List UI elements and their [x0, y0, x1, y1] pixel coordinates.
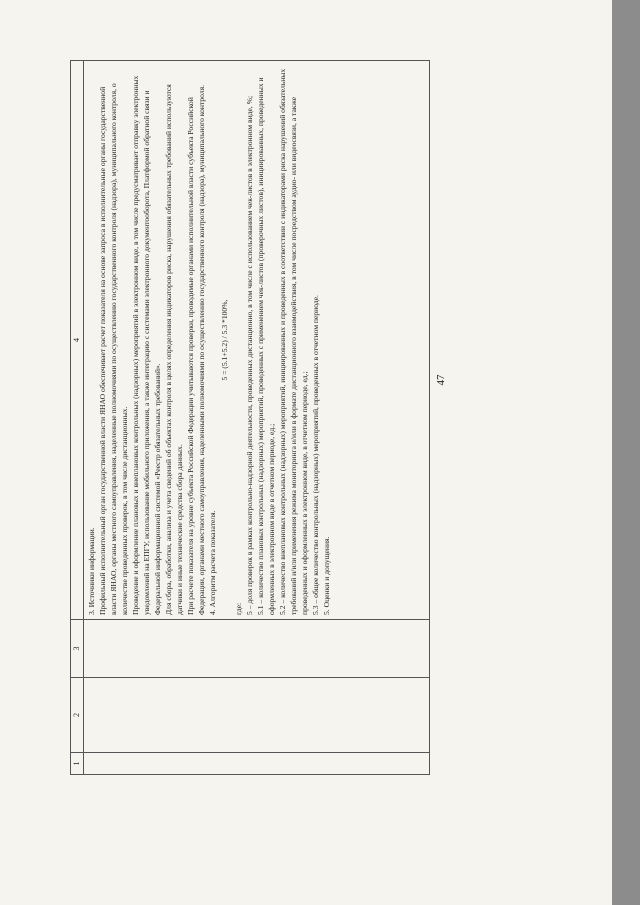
- table-header-row: [71, 61, 84, 775]
- paragraph: 5 – доля проверок в рамках контрольно-надзорной деятельности, проведенных дистанционно, в том числе с использованием чек-листов в электронном виде, %;: [245, 95, 254, 615]
- header-col-2: 2: [71, 678, 84, 753]
- table-row: [84, 61, 430, 775]
- page-number: 47: [435, 374, 447, 386]
- paragraph: где:: [234, 602, 243, 615]
- paragraph: 3. Источники информации.: [87, 527, 96, 615]
- viewer-margin: [612, 0, 640, 905]
- content-paragraphs: [86, 65, 332, 615]
- paragraph: Проведение и оформление плановых и внеплановых контрольных (надзорных) мероприятий в электронном виде, в том числе предусматривает отправку электронных уведомлений на ЕПГУ, использование мобильного приложения, а также интеграцию с системами электронного документооборота, Платформой обратной связи и Федеральной информационной системой «Реестр обязательных требований».: [131, 75, 162, 615]
- formula-line: 5 = (5.1+5.2) / 5.3 *100%,: [220, 299, 229, 381]
- cell-col-2: [84, 678, 430, 753]
- paragraph: Профильный исполнительный орган государственной власти ЯНАО обеспечивает расчет показателя на основе запроса в исполнительные органы государственной власти ЯНАО, органы местного самоуправления, наделенные полномочиями по осуществлению государственного контроля (надзора), муниципального контроля, о количестве проведенных проверок, в том числе дистанционных.: [98, 83, 129, 615]
- indicator-table: [70, 60, 430, 775]
- header-col-4: 4: [71, 61, 84, 620]
- paragraph: 5.1 – количество плановых контрольных (надзорных) мероприятий, проведенных с применением чек-листов (проверочных листов), инициированных, проведенных и оформленных в электронном виде в отчетном периоде, ед.;: [256, 77, 276, 615]
- rotated-table-wrapper: [70, 60, 430, 775]
- paragraph: 4. Алгоритм расчета показателя.: [208, 510, 217, 615]
- cell-col-3: [84, 620, 430, 678]
- paragraph: Для сбора, обработки, анализа и учета сведений об объектах контроля в целях определения индикаторов риска, нарушения обязательных требований используются датчики и иные технические средства сбора данных.: [164, 84, 184, 615]
- paragraph: При расчете показателя на уровне субъекта Российской Федерации учитываются проверки, проводимые органами исполнительной власти субъекта Российской Федерации, органами местного самоуправления, наделенными полномочиями по осуществлению государственного контроля (надзора), муниципального контроля.: [186, 84, 206, 615]
- cell-col-4-content: [84, 61, 430, 620]
- header-col-1: 1: [71, 753, 84, 775]
- paragraph: 5.2 – количество внеплановых контрольных (надзорных) мероприятий, инициированных и проведенных в соответствии с индикаторами риска нарушений обязательных требований и/или применения режима мониторинга и/или в формате дистанционного взаимодействия, в том числе посредством аудио- или видеосвязи, а также проведенных и оформленных в электронном виде, в отчетном периоде, ед.;: [278, 68, 309, 615]
- cell-col-1: [84, 753, 430, 775]
- header-col-3: 3: [71, 620, 84, 678]
- paragraph: 5. Оценки и допущения.: [322, 536, 331, 615]
- paragraph: 5.3 – общее количество контрольных (надзорных) мероприятий, проведенных в отчетном периоде.: [311, 295, 320, 615]
